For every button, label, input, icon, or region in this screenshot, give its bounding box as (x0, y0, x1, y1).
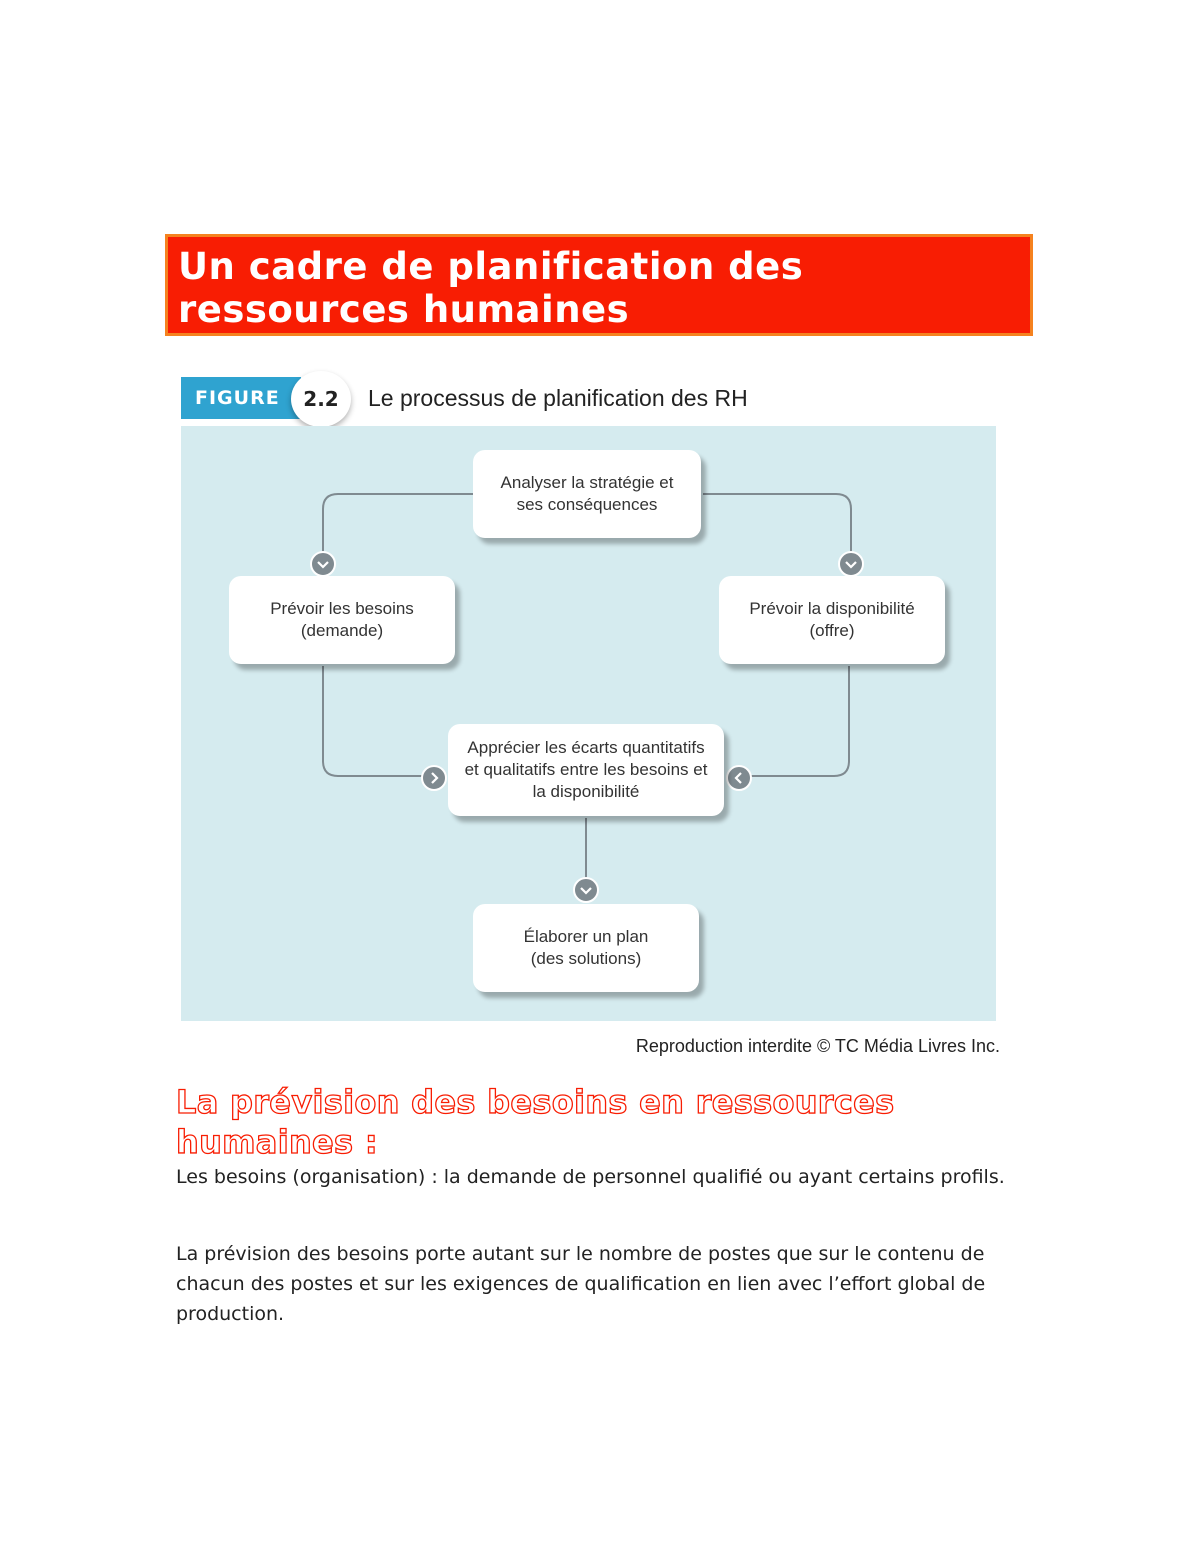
paragraph-needs-forecast: La prévision des besoins porte autant sur le nombre de postes que sur le contenu de chacun des postes et sur les exigences de qualification en lien avec l’effort global de production. (176, 1243, 986, 1325)
connector-supply-gaps (746, 666, 849, 776)
node-text: ses conséquences (516, 495, 658, 514)
connector-strategy-supply (703, 494, 851, 554)
node-assess-gaps (448, 724, 724, 816)
node-text: (demande) (300, 621, 384, 640)
node-develop-plan (473, 904, 699, 992)
connector-strategy-demand (323, 494, 473, 554)
node-text: (offre) (809, 621, 855, 640)
node-text: Prévoir les besoins (270, 599, 414, 618)
page-title: Un cadre de planification des ressources humaines (178, 245, 804, 331)
chevron-down-icon (839, 552, 863, 576)
chevron-right-icon (422, 766, 446, 790)
node-forecast-supply (719, 576, 945, 664)
node-text: Apprécier les écarts quantitatifs (467, 738, 705, 757)
node-text: Analyser la stratégie et (500, 473, 674, 492)
node-analyze-strategy (473, 450, 701, 538)
title-banner (165, 234, 1033, 336)
figure-2-2 (178, 370, 1004, 1030)
node-text: (des solutions) (530, 949, 642, 968)
node-text: et qualitatifs entre les besoins et (464, 760, 708, 779)
figure-credit: Reproduction interdite © TC Média Livres Inc. (635, 1036, 1000, 1056)
figure-number: 2.2 (291, 371, 351, 427)
node-text: la disponibilité (532, 782, 640, 801)
connector-demand-gaps (323, 666, 426, 776)
node-forecast-demand (229, 576, 455, 664)
diagram-panel (181, 426, 996, 1021)
section-heading: La prévision des besoins en ressources humaines : (176, 1083, 895, 1161)
node-text: Élaborer un plan (523, 927, 649, 946)
figure-label: FIGURE (181, 377, 301, 419)
chevron-down-icon (574, 878, 598, 902)
chevron-down-icon (311, 552, 335, 576)
chevron-left-icon (727, 766, 751, 790)
paragraph-needs-definition: Les besoins (organisation) : la demande de personnel qualifié ou ayant certains profils. (176, 1166, 1005, 1188)
node-text: Prévoir la disponibilité (749, 599, 915, 618)
figure-title: Le processus de planification des RH (368, 385, 748, 411)
